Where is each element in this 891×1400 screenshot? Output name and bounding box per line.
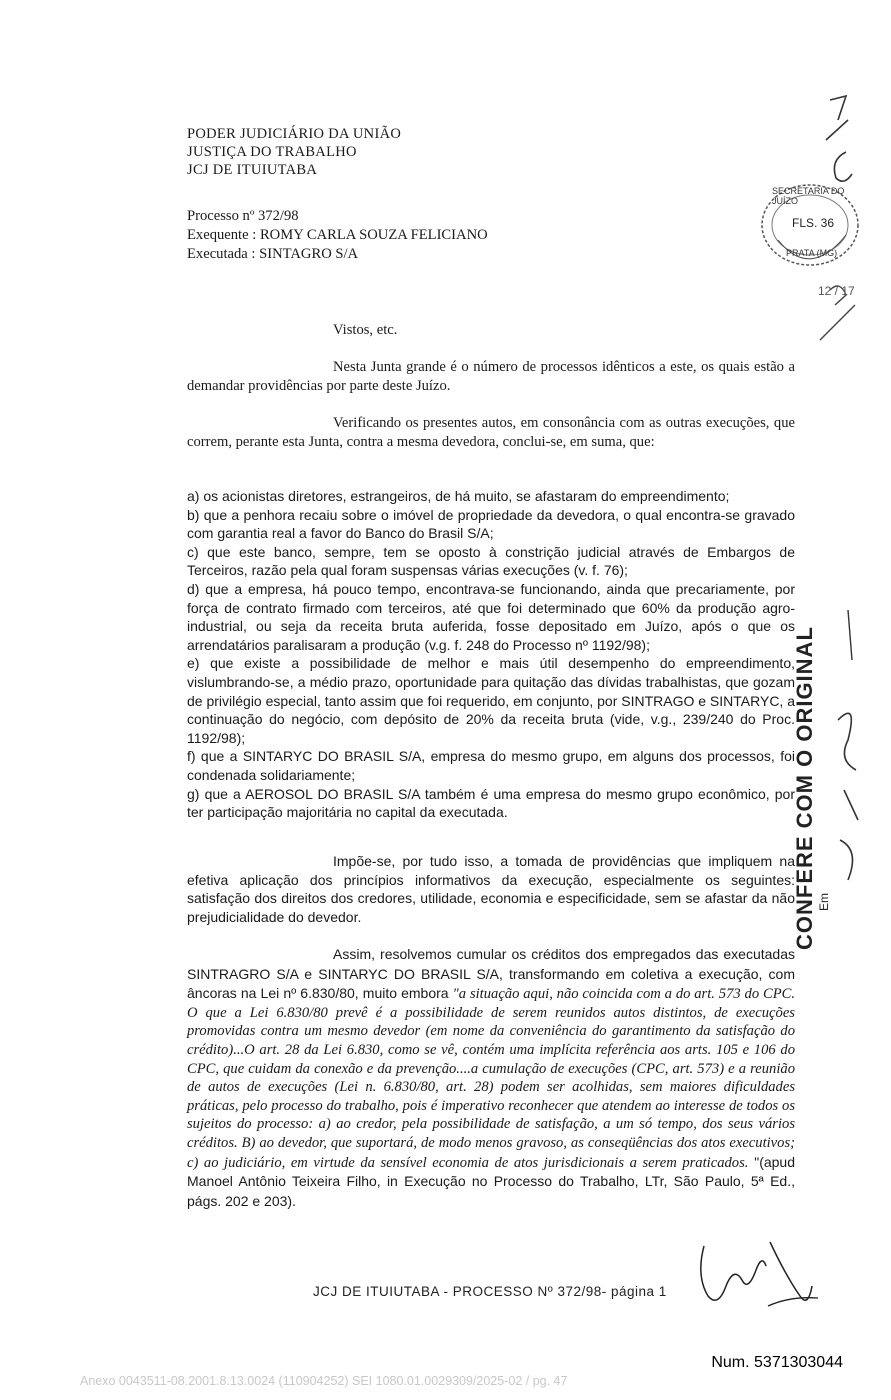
conferido-stamp: CONFERE COM O ORIGINAL xyxy=(792,626,817,950)
list-item: b) que a penhora recaiu sobre o imóvel de propriedade da devedora, o qual encontra-se gravado com garantia real a favor do Banco do Brasil S/A; xyxy=(187,506,795,542)
list-item: d) que a empresa, há pouco tempo, encontrava-se funcionando, ainda que precariamente, por força de contrato firmado com terceiros, até que foi determinado que 60% da produção agro-industrial, ou seja da receita bruta auferida, fosse depositado em Juízo, após o que os arrendatários paralisaram a produção (v.g. f. 248 do Processo nº 1192/98); xyxy=(187,580,795,653)
process-number: Processo nº 372/98 xyxy=(187,208,299,224)
stamp-fls: FLS. 36 xyxy=(792,216,835,230)
document-number: Num. 5371303044 xyxy=(711,1354,843,1371)
margin-handwriting xyxy=(818,600,878,920)
court-header-line1: PODER JUDICIÁRIO DA UNIÃO xyxy=(187,126,402,142)
list-item: g) que a AEROSOL DO BRASIL S/A também é uma empresa do mesmo grupo econômico, por ter participação majoritária no capital da executada. xyxy=(187,785,795,821)
page-marks: 12 / 17 xyxy=(818,284,855,298)
findings-list xyxy=(187,487,795,822)
court-header-line2: JUSTIÇA DO TRABALHO xyxy=(187,144,357,160)
list-item: e) que existe a possibilidade de melhor e mais útil desempenho do empreendimento, vislumbrando-se, a médio prazo, oportunidade para quitação das dívidas trabalhistas, que gozam de privilégio especial, tanto assim que foi requerido, em conjunto, por SINTRAGO e SINTARYC, a continuação do negócio, com depósito de 20% da receita bruta (vide, v.g., 239/240 do Proc. 1192/98); xyxy=(187,655,795,746)
decision-citation: "(apud Manoel Antônio Teixeira Filho, in Execução no Processo do Trabalho, LTr, São Paulo, 5ª Ed., págs. 202 e 203). xyxy=(187,1153,796,1209)
vistos-line: Vistos, etc. xyxy=(333,322,398,338)
exequente-line: Exequente : ROMY CARLA SOUZA FELICIANO xyxy=(187,227,488,243)
court-header-line3: JCJ DE ITUIUTABA xyxy=(187,162,318,178)
decision-quote: "a situação aqui, não coincida com a do art. 573 do CPC. O que a Lei 6.830/80 prevê é a possibilidade de serem reunidos autos distintos, de execuções promovidas contra um mesmo devedor (em nome da conveniência do garantimento da satisfação do crédito)...O art. 28 da Lei 6.830, como se vê, contém uma implícita referência aos arts. 105 e 106 do CPC, que cuidam da conexão e da prevenção....a cumulação de execuções (CPC, art. 573) e a reunião de autos de execuções (Lei n. 6.830/80, art. 28) podem ser acolhidas, sem maiores dificuldades práticas, pelo processo do trabalho, pois é imperativo reconhecer que atendem ao interesse de todos os sujeitos do processo: a) ao credor, pela possibilidade de satisfação, a um só tempo, dos seus vários créditos. B) ao devedor, que suportará, de modo menos gravoso, as conseqüências dos atos executivos; c) ao judiciário, em virtude da sensível economia de atos jurisdicionais a serem praticados. xyxy=(187,986,795,1171)
list-item: a) os acionistas diretores, estrangeiros, de há muito, se afastaram do empreendimento; xyxy=(187,488,730,504)
stamp-text-top: SECRETARIA DO JUÍZO xyxy=(772,186,845,206)
paragraph-findings: Verificando os presentes autos, em consonância com as outras execuções, que correm, perante esta Junta, contra a mesma devedora, conclui-se, em suma, que: xyxy=(187,415,795,450)
handwritten-marks xyxy=(790,90,870,350)
conferido-em-label: Em xyxy=(817,893,831,911)
list-item: f) que a SINTARYC DO BRASIL S/A, empresa do mesmo grupo, em alguns dos processos, foi condenada solidariamente; xyxy=(187,748,795,783)
archive-reference: Anexo 0043511-08.2001.8.13.0024 (110904252) SEI 1080.01.0029309/2025-02 / pg. 47 xyxy=(80,1374,568,1388)
decision-text: Assim, resolvemos cumular os créditos dos empregados das executadas SINTRAGRO S/A e SINTARYC DO BRASIL S/A, transformando em coletiva a execução, com âncoras na Lei nº 6.830/80, muito embora xyxy=(187,946,795,1002)
executada-line: Executada : SINTAGRO S/A xyxy=(187,246,359,262)
paragraph-principles: Impõe-se, por tudo isso, a tomada de providências que impliquem na efetiva aplicação dos princípios informativos da execução, especialmente os seguintes: satisfação dos direitos dos credores, utilidade, economia e especificidade, sem se afastar da não prejudicialidade do devedor. xyxy=(187,853,795,925)
paragraph-intro: Nesta Junta grande é o número de processos idênticos a este, os quais estão a demandar providências por parte deste Juízo. xyxy=(187,359,795,394)
page-footer: JCJ DE ITUIUTABA - PROCESSO Nº 372/98- página 1 xyxy=(313,1284,667,1299)
list-item: c) que este banco, sempre, tem se oposto à constrição judicial através de Embargos de Terceiros, razão pela qual foram suspensas várias execuções (v. f. 76); xyxy=(187,543,795,579)
paragraph-decision xyxy=(187,945,795,1211)
stamp-text-bottom: PRATA (MG) xyxy=(786,248,838,258)
signature xyxy=(690,1236,830,1326)
